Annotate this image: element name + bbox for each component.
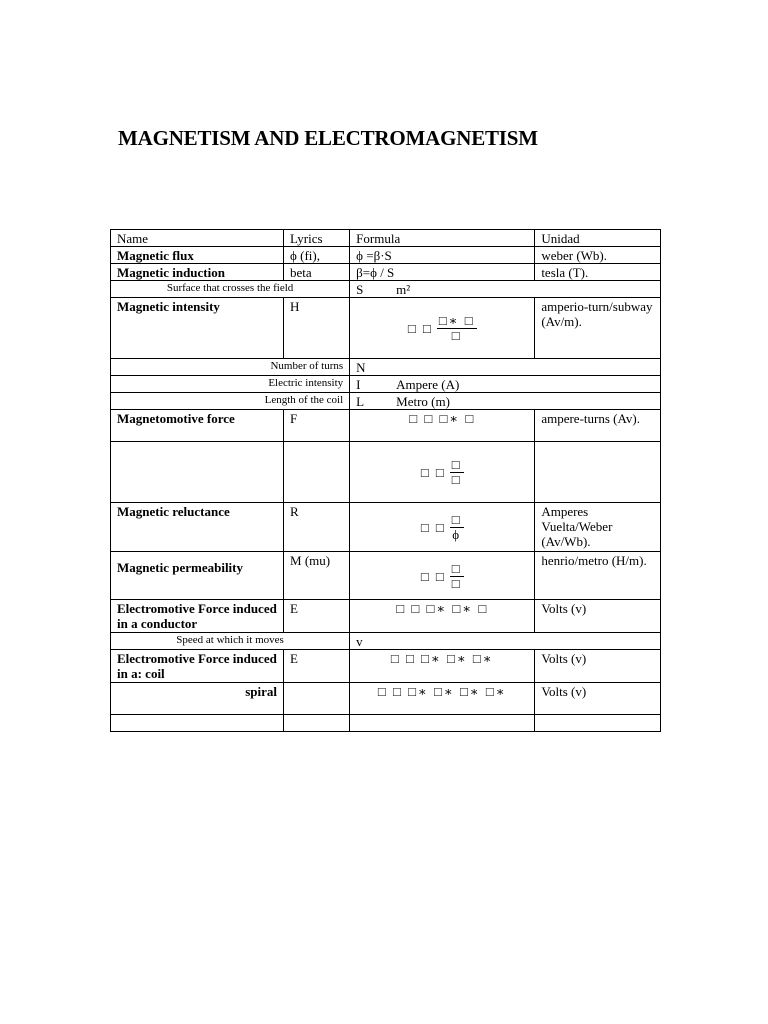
fraction-numerator: □ <box>451 457 462 472</box>
row-name: Electromotive Force induced in a: coil <box>111 650 284 683</box>
empty-cell <box>284 715 350 732</box>
row-unit: weber (Wb). <box>535 247 661 264</box>
row-symbol-unit <box>350 376 661 393</box>
row-name: Magnetic induction <box>111 264 284 281</box>
formula-fraction <box>437 314 477 343</box>
fraction-numerator: □ <box>451 560 462 576</box>
row-symbol: I <box>356 377 361 392</box>
table-row <box>111 442 661 503</box>
row-formula: □ □ □∗ □∗ □∗ □∗ <box>350 683 535 715</box>
table-row <box>111 683 661 715</box>
fraction-denominator: □ <box>451 575 462 591</box>
header-name: Name <box>111 230 284 247</box>
row-unit: Volts (v) <box>535 600 661 633</box>
formula-left: □ □ <box>407 321 433 336</box>
row-unit: henrio/metro (H/m). <box>535 552 661 600</box>
row-unit: ampere-turns (Av). <box>535 410 661 442</box>
row-symbol: S <box>356 282 364 297</box>
table-row <box>111 410 661 442</box>
row-name: Magnetic reluctance <box>111 503 284 552</box>
formula-fraction <box>450 562 464 591</box>
row-symbol: v <box>350 633 661 650</box>
row-name: Magnetic flux <box>111 247 284 264</box>
header-row <box>111 230 661 247</box>
row-lyrics: beta <box>284 264 350 281</box>
row-name: Magnetomotive force <box>111 410 284 442</box>
row-lyrics <box>284 442 350 503</box>
row-name: Electromotive Force induced in a conductor <box>111 600 284 633</box>
header-lyrics: Lyrics <box>284 230 350 247</box>
row-symbol-unit <box>350 281 661 298</box>
row-unit: Volts (v) <box>535 650 661 683</box>
row-lyrics: ϕ (fi), <box>284 247 350 264</box>
table-row <box>111 376 661 393</box>
row-label: Electric intensity <box>111 376 350 393</box>
row-label: Number of turns <box>111 359 350 376</box>
row-symbol: N <box>350 359 661 376</box>
formula-fraction <box>450 513 464 542</box>
row-formula: β=ϕ / S <box>350 264 535 281</box>
table-row <box>111 247 661 264</box>
table-row <box>111 264 661 281</box>
row-lyrics: R <box>284 503 350 552</box>
row-formula: □ □ □∗ □∗ □∗ <box>350 650 535 683</box>
row-lyrics: M (mu) <box>284 552 350 600</box>
row-lyrics: E <box>284 600 350 633</box>
page-title: MAGNETISM AND ELECTROMAGNETISM <box>118 126 538 150</box>
row-formula <box>350 552 535 600</box>
table-row <box>111 650 661 683</box>
empty-cell <box>111 715 284 732</box>
row-unit: amperio-turn/subway (Av/m). <box>535 298 661 359</box>
table-row <box>111 715 661 732</box>
row-formula <box>350 298 535 359</box>
formula-left: □ □ <box>420 465 446 480</box>
row-unit: tesla (T). <box>535 264 661 281</box>
fraction-denominator: □ <box>451 472 462 487</box>
formula-left: □ □ <box>420 520 446 535</box>
row-label: Surface that crosses the field <box>111 281 350 298</box>
row-unit: m² <box>396 282 411 297</box>
fraction-numerator: □∗ □ <box>438 313 475 328</box>
table-row <box>111 552 661 600</box>
row-label: Speed at which it moves <box>111 633 350 650</box>
header-unit: Unidad <box>535 230 661 247</box>
row-symbol-unit <box>350 393 661 410</box>
empty-cell <box>535 715 661 732</box>
row-lyrics: F <box>284 410 350 442</box>
row-lyrics <box>284 683 350 715</box>
row-unit: Volts (v) <box>535 683 661 715</box>
row-unit: Ampere (A) <box>396 377 460 392</box>
row-name: Magnetic permeability <box>111 552 284 600</box>
magnetism-table <box>110 229 661 732</box>
row-label: Length of the coil <box>111 393 350 410</box>
table-row <box>111 503 661 552</box>
fraction-denominator: ϕ <box>452 527 462 542</box>
formula-fraction <box>450 458 464 487</box>
row-formula: ϕ =β·S <box>350 247 535 264</box>
row-unit: Amperes Vuelta/Weber (Av/Wb). <box>535 503 661 552</box>
table-row <box>111 298 661 359</box>
header-formula: Formula <box>350 230 535 247</box>
table-row <box>111 633 661 650</box>
row-name <box>111 442 284 503</box>
row-formula: □ □ □∗ □∗ □ <box>350 600 535 633</box>
row-formula <box>350 442 535 503</box>
empty-cell <box>350 715 535 732</box>
table-row <box>111 600 661 633</box>
table-row <box>111 393 661 410</box>
row-name: Magnetic intensity <box>111 298 284 359</box>
table-row <box>111 359 661 376</box>
fraction-denominator: □ <box>451 328 462 343</box>
row-lyrics: E <box>284 650 350 683</box>
row-unit: Metro (m) <box>396 394 450 409</box>
row-symbol: L <box>356 394 365 409</box>
row-name: spiral <box>111 683 284 715</box>
table-row <box>111 281 661 298</box>
row-unit <box>535 442 661 503</box>
formula-left: □ □ <box>420 568 446 584</box>
row-lyrics: H <box>284 298 350 359</box>
row-formula: □ □ □∗ □ <box>350 410 535 442</box>
fraction-numerator: □ <box>451 512 462 527</box>
row-formula <box>350 503 535 552</box>
